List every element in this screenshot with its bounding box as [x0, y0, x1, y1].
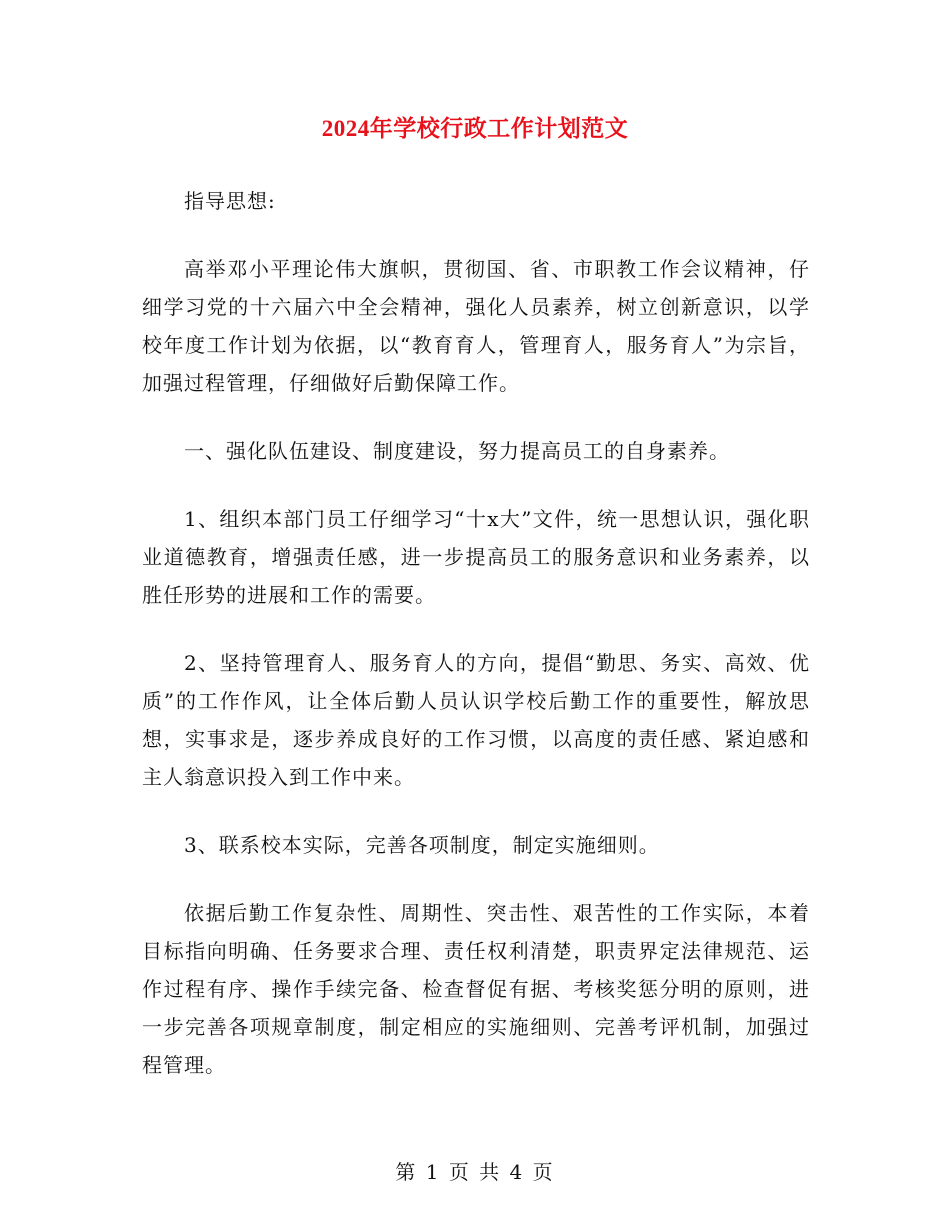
paragraph-guiding-ideology-label: 指导思想: [184, 189, 276, 213]
paragraph-guiding-ideology: 高举邓小平理论伟大旗帜，贯彻国、省、市职教工作会议精神，仔细学习党的十六届六中全会精神，强化人员素养，树立创新意识，以学校年度工作计划为依据，以“教育育人，管理育人，服务育人”为宗旨，加强过程管理，仔细做好后勤保障工作。 [142, 257, 810, 395]
page-footer: 第 1 页 共 4 页 [395, 1160, 555, 1184]
section-heading-1: 一、强化队伍建设、制度建设，努力提高员工的自身素养。 [184, 439, 730, 463]
paragraph-item-1: 1、组织本部门员工仔细学习“十x大”文件，统一思想认识，强化职业道德教育，增强责任感，进一步提高员工的服务意识和业务素养，以胜任形势的进展和工作的需要。 [142, 507, 810, 607]
paragraph-item-2: 2、坚持管理育人、服务育人的方向，提倡“勤思、务实、高效、优质”的工作作风，让全体后勤人员认识学校后勤工作的重要性，解放思想，实事求是，逐步养成良好的工作习惯，以高度的责任感、紧迫感和主人翁意识投入到工作中来。 [142, 651, 810, 789]
paragraph-item-3-detail: 依据后勤工作复杂性、周期性、突击性、艰苦性的工作实际，本着目标指向明确、任务要求合理、责任权利清楚，职责界定法律规范、运作过程有序、操作手续完备、检查督促有据、考核奖惩分明的原则，进一步完善各项规章制度，制定相应的实施细则、完善考评机制，加强过程管理。 [142, 901, 810, 1077]
document-title: 2024年学校行政工作计划范文 [321, 116, 629, 141]
paragraph-item-3: 3、联系校本实际，完善各项制度，制定实施细则。 [184, 833, 660, 857]
document-body [142, 182, 810, 1114]
